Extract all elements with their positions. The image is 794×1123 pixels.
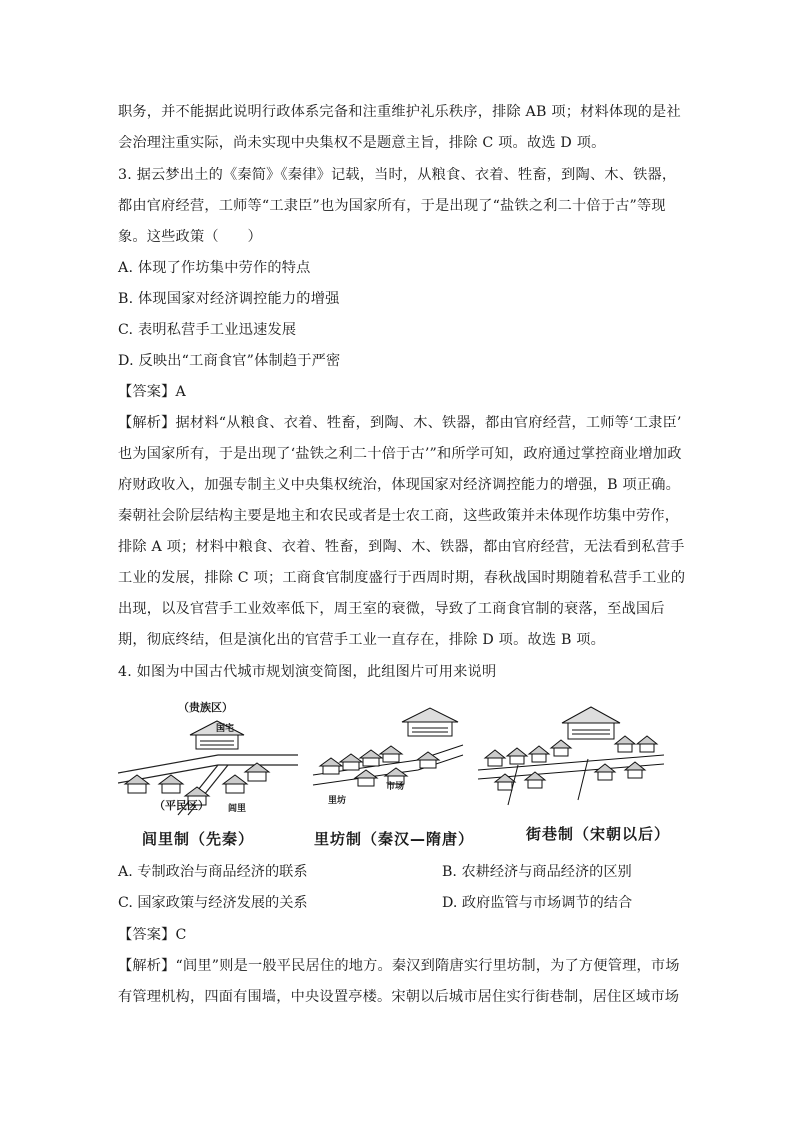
question-4-stem: 4. 如图为中国古代城市规划演变简图，此组图片可用来说明 [118, 664, 497, 680]
explanation-line: 也为国家所有，于是出现了‘盐铁之利二十倍于古’”和所学可知，政府通过掌控商业增加政 [118, 446, 682, 462]
option-b: B. 体现国家对经济调控能力的增强 [118, 291, 340, 307]
explanation-line: 【解析】据材料“从粮食、衣着、牲畜，到陶、木、铁器，都由官府经营，工师等‘工隶臣’ [118, 415, 682, 431]
explanation-line: 【解析】“闾里”则是一般平民居住的地方。秦汉到隋唐实行里坊制，为了方便管理，市场 [118, 958, 680, 974]
explanation-line: 府财政收入，加强专制主义中央集权统治，体现国家对经济调控能力的增强，B 项正确。 [118, 477, 681, 493]
explanation-line: 秦朝社会阶层结构主要是地主和农民或者是士农工商，这些政策并未体现作坊集中劳作， [118, 508, 680, 524]
answer-label: 【答案】C [118, 927, 187, 943]
text-line: 会治理注重实际，尚未实现中央集权不是题意主旨，排除 C 项。故选 D 项。 [118, 135, 606, 151]
q4-option-d: D. 政府监管与市场调节的结合 [442, 895, 633, 911]
label-commoner-district: （平民区） [154, 799, 209, 812]
option-a: A. 体现了作坊集中劳作的特点 [118, 260, 311, 276]
text-line: 职务，并不能据此说明行政体系完备和注重维护礼乐秩序，排除 AB 项；材料体现的是社 [118, 104, 681, 120]
answer-label: 【答案】A [118, 384, 186, 400]
text-line: 象。这些政策（ ） [118, 229, 262, 245]
explanation-line: 期，彻底终结，但是演化出的官营手工业一直存在，排除 D 项。故选 B 项。 [118, 632, 606, 648]
question-3-stem: 3. 据云梦出土的《秦简》《秦律》记载，当时，从粮食、衣着、牲畜，到陶、木、铁器， [118, 167, 677, 183]
caption-jiexiang-system: 街巷制（宋朝以后） [526, 825, 671, 843]
explanation-line: 工业的发展，排除 C 项；工商食官制度盛行于西周时期，春秋战国时期随着私营手工业的 [118, 570, 686, 586]
explanation-line: 排除 A 项；材料中粮食、衣着、牲畜，到陶、木、铁器，都由官府经营，无法看到私营手 [118, 539, 685, 555]
q4-option-c: C. 国家政策与经济发展的关系 [118, 895, 308, 911]
explanation-line: 出现，以及官营手工业效率低下，周王室的衰微，导致了工商食官制的衰落，至战国后 [118, 601, 665, 617]
caption-lvli-system: 闾里制（先秦） [142, 830, 255, 848]
label-lvli: 闾里 [228, 804, 247, 814]
caption-lifang-system: 里坊制（秦汉—隋唐） [314, 830, 475, 848]
label-lifang: 里坊 [328, 796, 347, 806]
label-palace: 国宅 [216, 724, 235, 734]
option-d: D. 反映出“工商食官”体制趋于严密 [118, 353, 341, 369]
label-market: 市场 [386, 782, 405, 792]
q4-option-b: B. 农耕经济与商品经济的区别 [442, 864, 632, 880]
q4-option-a: A. 专制政治与商品经济的联系 [118, 864, 308, 880]
city-planning-figure [118, 695, 671, 855]
text-line: 都由官府经营，工师等“工隶臣”也为国家所有，于是出现了“盐铁之利二十倍于古”等现 [118, 198, 666, 214]
explanation-line: 有管理机构，四面有围墙，中央设置亭楼。宋朝以后城市居住实行街巷制，居住区域市场 [118, 989, 680, 1005]
option-c: C. 表明私营手工业迅速发展 [118, 322, 297, 338]
label-noble-district: （贵族区） [178, 701, 233, 714]
